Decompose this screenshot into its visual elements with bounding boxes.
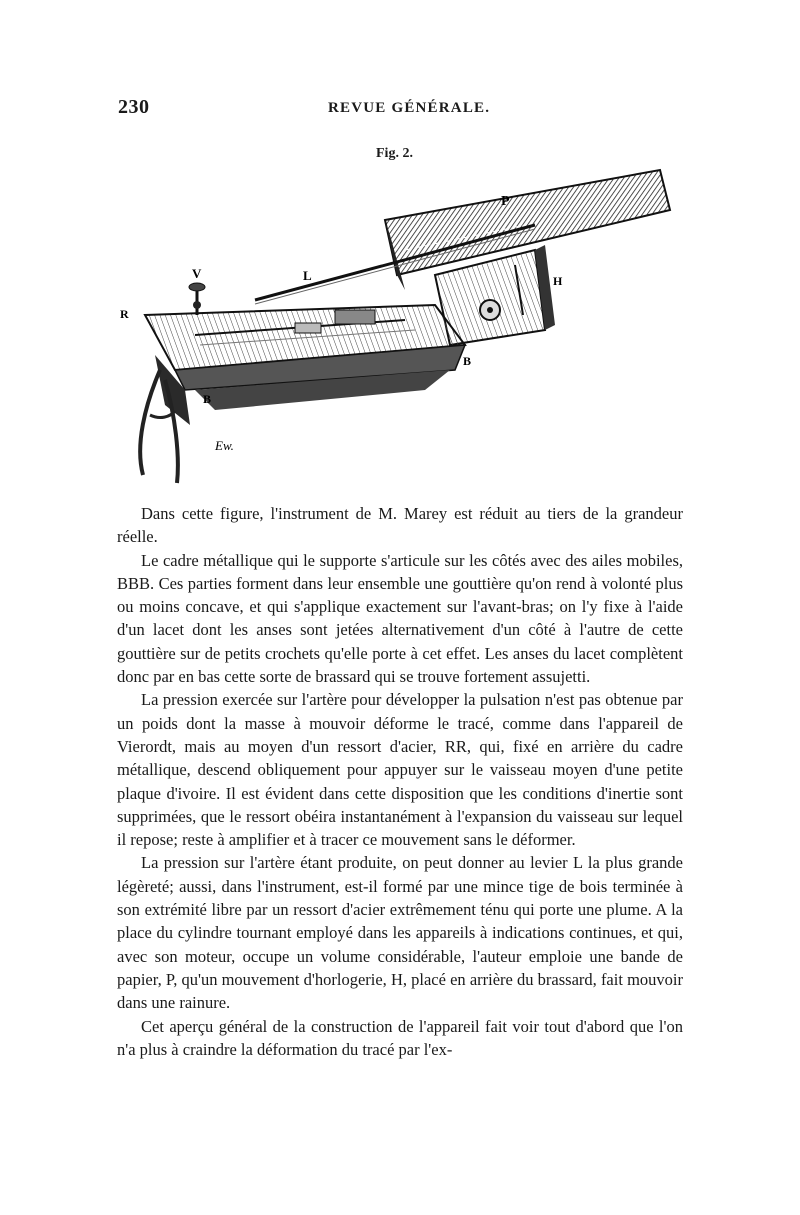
- page-number: 230: [118, 96, 150, 118]
- adjustment-screw: [189, 283, 205, 315]
- paragraph: Cet aperçu général de la construction de l'appareil fait voir tout d'abord que l'on n'a plus à craindre la déformation du tracé par l'ex-: [117, 1016, 683, 1059]
- letter-v: V: [192, 266, 202, 281]
- running-title: REVUE GÉNÉRALE.: [328, 100, 491, 116]
- metal-frame: [145, 305, 465, 425]
- paragraph: Le cadre métallique qui le supporte s'articule sur les côtés avec des ailes mobiles, BBB. Ces parties forment dans leur ensemble une gouttière qu'on rend à volonté plus ou moins concave, et qui s'applique exactement sur l'avant-bras; on l'y fixe à l'aide d'un lacet dont les anses sont jetées alternativement d'un côté à l'autre de cette gouttière sur de petits crochets qu'elle porte à cet effet. Les anses du lacet complètent donc par en bas cette sorte de brassard qui se trouve fortement assujetti.: [117, 550, 683, 687]
- paragraph: La pression exercée sur l'artère pour développer la pulsation n'est pas obtenue par un poids dont la masse à mouvoir déforme le tracé, comme dans l'appareil de Vierordt, mais au moyen d'un ressort d'acier, RR, qui, fixé en arrière du cadre métallique, descend obliquement pour appuyer sur le vaisseau moyen d'une petite plaque d'ivoire. Il est évident dans cette disposition que les conditions d'inertie sont supprimées, que le ressort obéira instantanément à l'expansion du vaisseau sur lequel il repose; reste à amplifier et à tracer ce mouvement sans le déformer.: [117, 690, 683, 850]
- page-header: [118, 96, 698, 126]
- paragraph: La pression sur l'artère étant produite, on peut donner au levier L la plus grande légèreté; aussi, dans l'instrument, est-il formé par une mince tige de bois terminée à son extrémité libre par un ressort d'acier extrêmement ténu qui porte une plume. A la place du cylindre tournant employé dans les appareils à indications continues, et qui, avec son moteur, occupe un volume considérable, l'auteur emploie une bande de papier, P, qu'un mouvement d'horlogerie, H, placé en arrière du brassard, fait mouvoir dans une rainure.: [117, 853, 683, 1013]
- engraver-signature: Ew.: [215, 438, 234, 453]
- engraving-drawing: [105, 165, 695, 485]
- letter-h: H: [553, 274, 563, 288]
- letter-l: L: [303, 268, 312, 283]
- paragraph: Dans cette figure, l'instrument de M. Marey est réduit au tiers de la grandeur réelle.: [117, 504, 683, 547]
- letter-b-right: B: [463, 354, 472, 368]
- sphygmograph-illustration: [105, 165, 695, 485]
- letter-b-left: B: [203, 392, 212, 406]
- letter-p: P: [501, 194, 510, 209]
- figure-label: Fig. 2.: [376, 146, 413, 161]
- letter-r: R: [120, 307, 129, 321]
- body-text: [117, 502, 683, 1061]
